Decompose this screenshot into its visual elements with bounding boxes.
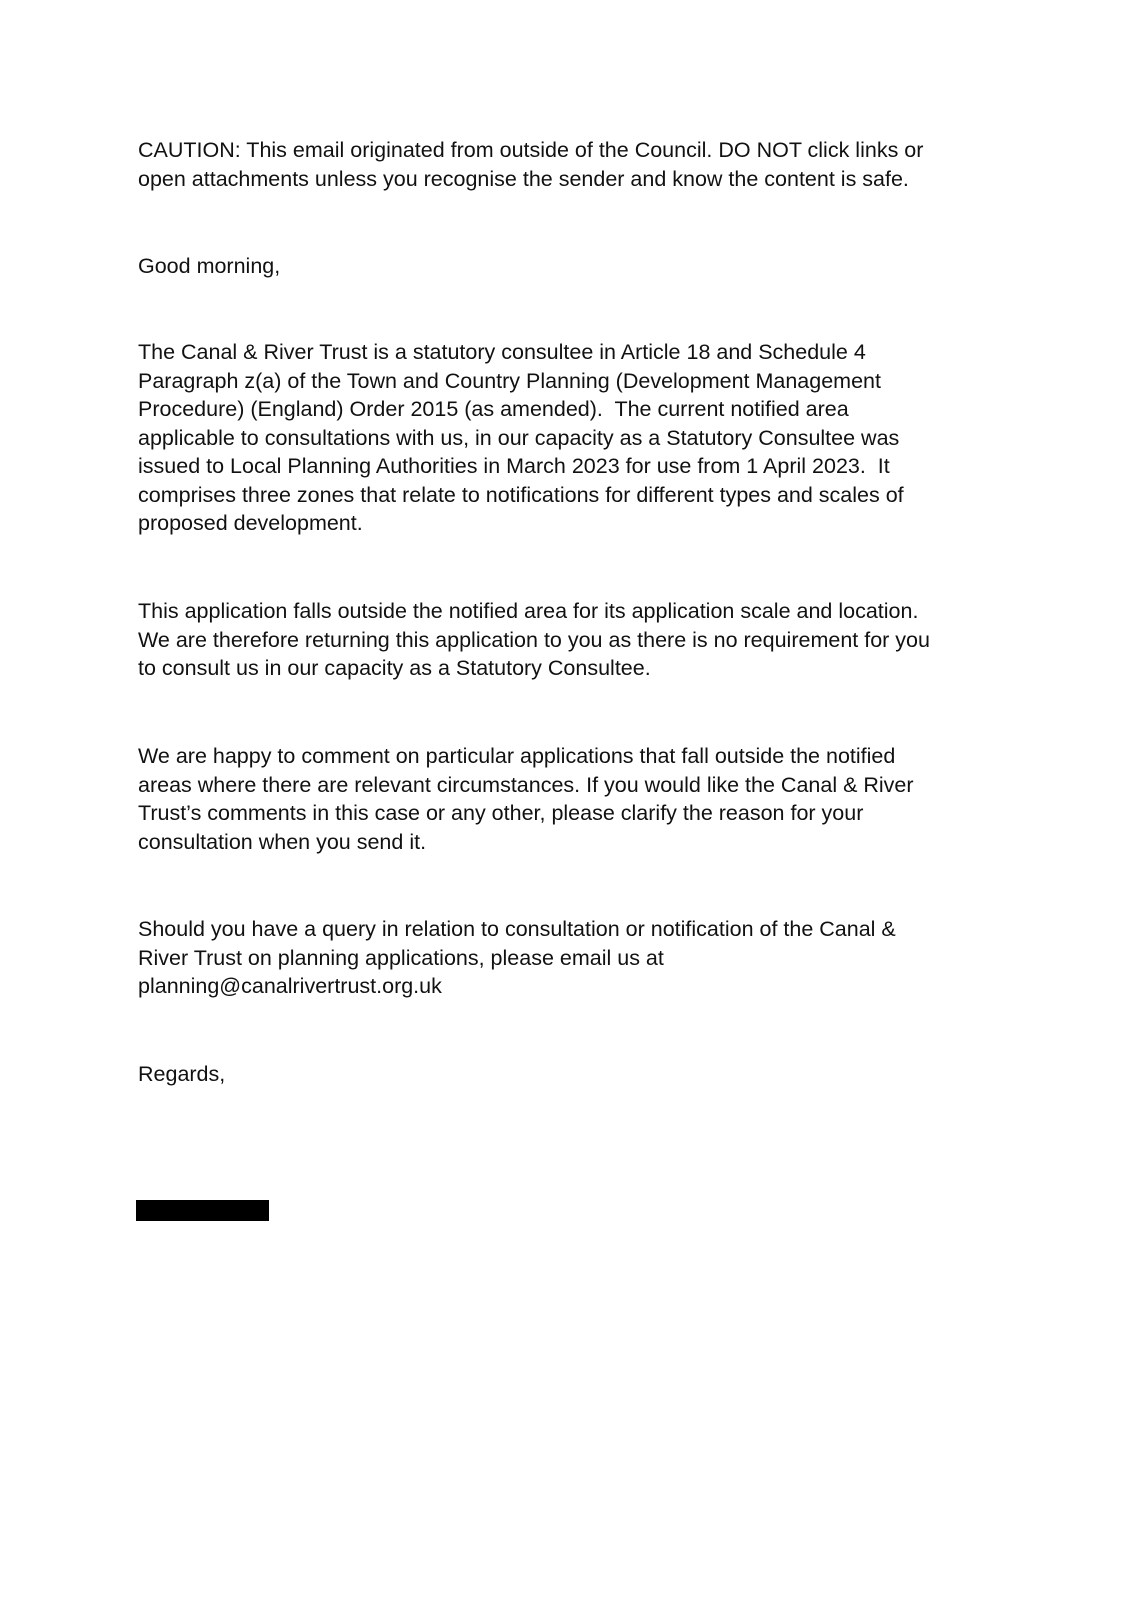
caution-notice xyxy=(138,136,998,193)
paragraph-line: The Canal & River Trust is a statutory consultee in Article 18 and Schedule 4 xyxy=(138,340,866,364)
paragraph-line: We are therefore returning this application to you as there is no requirement for you xyxy=(138,627,930,652)
redacted-signature xyxy=(136,1200,269,1221)
paragraph-line: issued to Local Planning Authorities in March 2023 for use from 1 April 2023. It xyxy=(138,454,890,478)
paragraph-line: consultation when you send it. xyxy=(138,829,427,854)
email-address[interactable]: planning@canalrivertrust.org.uk xyxy=(138,974,442,998)
paragraph-line: comprises three zones that relate to notifications for different types and scales of xyxy=(138,482,904,507)
paragraph-happy-to-comment xyxy=(138,742,998,856)
paragraph-outside-notified-area xyxy=(138,597,998,683)
greeting xyxy=(138,252,998,281)
signoff xyxy=(138,1060,998,1089)
paragraph-line: Procedure) (England) Order 2015 (as amended). The current notified area xyxy=(138,397,849,421)
paragraph-line: proposed development. xyxy=(138,511,363,535)
paragraph-line: River Trust on planning applications, please email us at xyxy=(138,945,664,970)
paragraph-line: to consult us in our capacity as a Statutory Consultee. xyxy=(138,656,651,680)
signoff-text: Regards, xyxy=(138,1062,226,1086)
paragraph-line: We are happy to comment on particular applications that fall outside the notified xyxy=(138,744,896,768)
greeting-text: Good morning, xyxy=(138,254,281,278)
paragraph-line: Paragraph z(a) of the Town and Country Planning (Development Management xyxy=(138,368,881,393)
paragraph-statutory-consultee xyxy=(138,338,998,538)
paragraph-line: applicable to consultations with us, in our capacity as a Statutory Consultee was xyxy=(138,425,900,450)
caution-line: CAUTION: This email originated from outside of the Council. DO NOT click links or xyxy=(138,138,924,162)
caution-line: open attachments unless you recognise the sender and know the content is safe. xyxy=(138,166,909,191)
paragraph-query-contact xyxy=(138,915,998,1001)
paragraph-line: Should you have a query in relation to consultation or notification of the Canal & xyxy=(138,917,896,941)
paragraph-line: areas where there are relevant circumstances. If you would like the Canal & River xyxy=(138,772,914,797)
paragraph-line: Trust’s comments in this case or any other, please clarify the reason for your xyxy=(138,801,864,825)
paragraph-line: This application falls outside the notified area for its application scale and location. xyxy=(138,599,919,623)
